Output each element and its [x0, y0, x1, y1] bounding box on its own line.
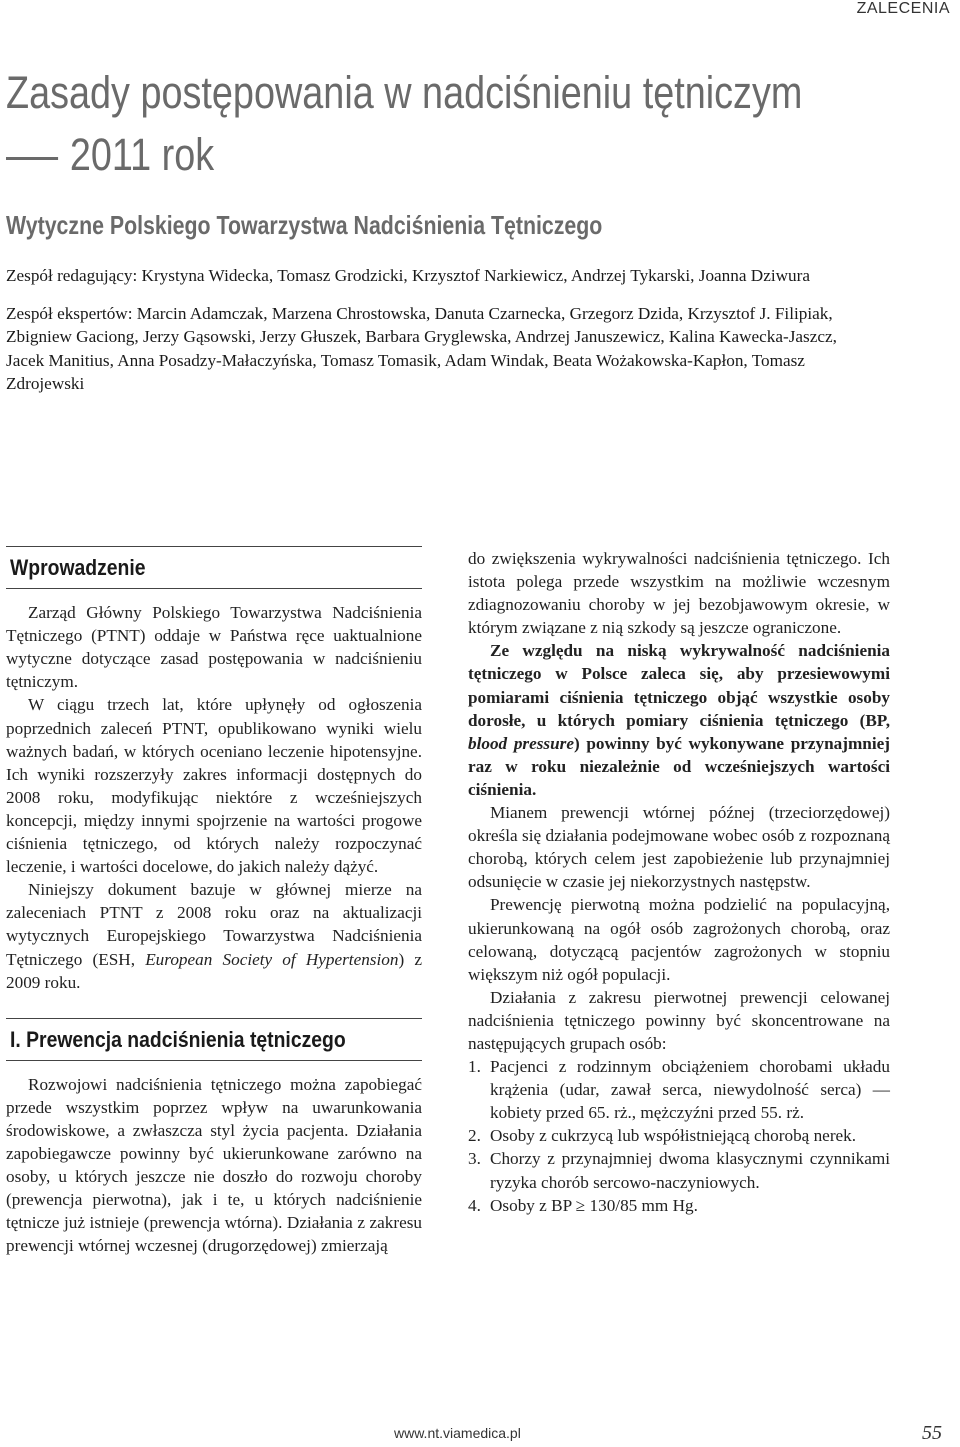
prevention-heading-text: I. Prewencja nadciśnienia tętniczego [10, 1026, 346, 1052]
editorial-team: Zespół redagujący: Krystyna Widecka, Tomasz Grodzicki, Krzysztof Narkiewicz, Andrzej Tykarski, Joanna Dziwura [6, 266, 810, 285]
intro-p3-end: ) z 2009 roku. [6, 949, 422, 992]
list-item-text: Pacjenci z rodzinnym obciążeniem chorobami układu krążenia (udar, zawał serca, niewydolność serca) — kobiety przed 65. rż., mężczyźni przed 55. rż. [490, 1057, 890, 1123]
rec-end: ) powinny być wykonywane przynajmniej raz w roku niezależnie od wcześniejszych wartości ciśnienia. [468, 733, 890, 799]
intro-paragraph-1: Zarząd Główny Polskiego Towarzystwa Nadciśnienia Tętniczego (PTNT) oddaje w Państwa ręce uaktualnione wytyczne dotyczące zasad postępowania w nadciśnieniu tętniczym. [6, 603, 422, 692]
left-column [6, 546, 422, 1258]
list-item [468, 1147, 890, 1193]
intro-heading-text: Wprowadzenie [10, 555, 146, 580]
intro-paragraph-3 [6, 878, 422, 993]
intro-p3-italic: European Society of Hypertension [145, 949, 399, 969]
page-number: 55 [922, 1422, 942, 1444]
right-column [468, 547, 890, 1217]
screening-recommendation [468, 639, 890, 801]
list-item [468, 1194, 890, 1217]
list-item-number: 2. [468, 1126, 481, 1146]
journal-url-link[interactable]: www.nt.viamedica.pl [394, 1425, 521, 1441]
title-line-1: Zasady postępowania w nadciśnieniu tętniczym [6, 67, 803, 118]
prevention-heading [6, 1018, 422, 1061]
list-item-number: 1. [468, 1057, 481, 1077]
list-item-number: 3. [468, 1149, 481, 1169]
list-item [468, 1124, 890, 1147]
rec-italic: blood pressure [468, 733, 574, 753]
list-item-text: Osoby z BP ≥ 130/85 mm Hg. [490, 1195, 698, 1215]
article-subtitle: Wytyczne Polskiego Towarzystwa Nadciśnienia Tętniczego [6, 210, 603, 240]
rec-text: Ze względu na niską wykrywalność nadciśnienia tętniczego w Polsce zaleca się, aby przesiewowymi pomiarami ciśnienia tętniczego objąć wszystkie osoby dorosłe, u których pomiary ciśnienia tętniczego (BP, [468, 641, 890, 730]
list-item-text: Chorzy z przynajmniej dwoma klasycznymi czynnikami ryzyka chorób sercowo-naczyniowych. [490, 1149, 890, 1192]
risk-groups-list [468, 1055, 890, 1217]
expert-team: Zespół ekspertów: Marcin Adamczak, Marzena Chrostowska, Danuta Czarnecka, Grzegorz Dzida, Krzysztof J. Filipiak, Zbigniew Gaciong, Jerzy Gąsowski, Jerzy Głuszek, Barbara Gryglewska, Andrzej Januszewicz, Kalina Kawecka-Jaszcz, Jacek Manitius, Anna Posadzy-Małaczyńska, Tomasz Tomasik, Adam Windak, Beata Wożakowska-Kapłon, Tomasz Zdrojewski [6, 303, 837, 393]
prevention-paragraph-4: Działania z zakresu pierwotnej prewencji celowanej nadciśnienia tętniczego powinny być skoncentrowane na następujących grupach osób: [468, 987, 890, 1053]
article-title [6, 62, 947, 186]
author-block [6, 264, 876, 410]
list-item-text: Osoby z cukrzycą lub współistniejącą chorobą nerek. [490, 1126, 857, 1146]
list-item [468, 1055, 890, 1124]
section-tag: ZALECENIA [856, 0, 950, 17]
prevention-paragraph-1-continued: do zwiększenia wykrywalności nadciśnienia tętniczego. Ich istota polega przede wszystkim na możliwie wczesnym zdiagnozowaniu choroby w jej bezobjawowym okresie, w którym związane z nią szkody są jeszcze ograniczone. [468, 549, 890, 638]
title-line-2: 2011 rok [69, 129, 215, 180]
title-dash [6, 157, 58, 160]
intro-heading [6, 546, 422, 589]
prevention-paragraph-1: Rozwojowi nadciśnienia tętniczego można zapobiegać przede wszystkim poprzez wpływ na uwarunkowania środowiskowe, a zwłaszcza styl życia pacjenta. Działania zapobiegawcze powinny być ukierunkowane zarówno na osoby, u których jeszcze nie doszło do rozwoju choroby (prewencja pierwotna), jak i te, u których nadciśnienie tętnicze już istnieje (prewencja wtórna). Działania z zakresu prewencji wtórnej wczesnej (drugorzędowej) zmierzają [6, 1074, 422, 1256]
list-item-number: 4. [468, 1195, 481, 1215]
prevention-paragraph-3: Prewencję pierwotną można podzielić na populacyjną, ukierunkowaną na ogół osób zagrożonych chorobą, oraz celowaną, dotyczącą pacjentów zagrożonych w stopniu większym niż ogół populacji. [468, 895, 890, 984]
prevention-paragraph-2: Mianem prewencji wtórnej późnej (trzeciorzędowej) określa się działania podejmowane wobec osób z rozpoznaną chorobą, których celem jest zapobieżenie lub przynajmniej odsunięcie w czasie jej niekorzystnych następstw. [468, 803, 890, 892]
intro-p3-text: Niniejszy dokument bazuje w głównej mierze na zaleceniach PTNT z 2008 roku oraz na aktualizacji wytycznych Europejskiego Towarzystwa Nadciśnienia Tętniczego (ESH, [6, 880, 422, 969]
intro-paragraph-2: W ciągu trzech lat, które upłynęły od ogłoszenia poprzednich zaleceń PTNT, opublikowano wyniki wielu ważnych badań, w których oceniano leczenie hipotensyjne. Ich wyniki rozszerzyły zakres informacji dostępnych do 2008 roku, modyfikując niektóre z wcześniejszych koncepcji, między innymi spojrzenie na wartości progowe ciśnienia tętniczego, od których należy rozpoczynać leczenie, i wartości docelowe, do jakich należy dążyć. [6, 695, 422, 877]
